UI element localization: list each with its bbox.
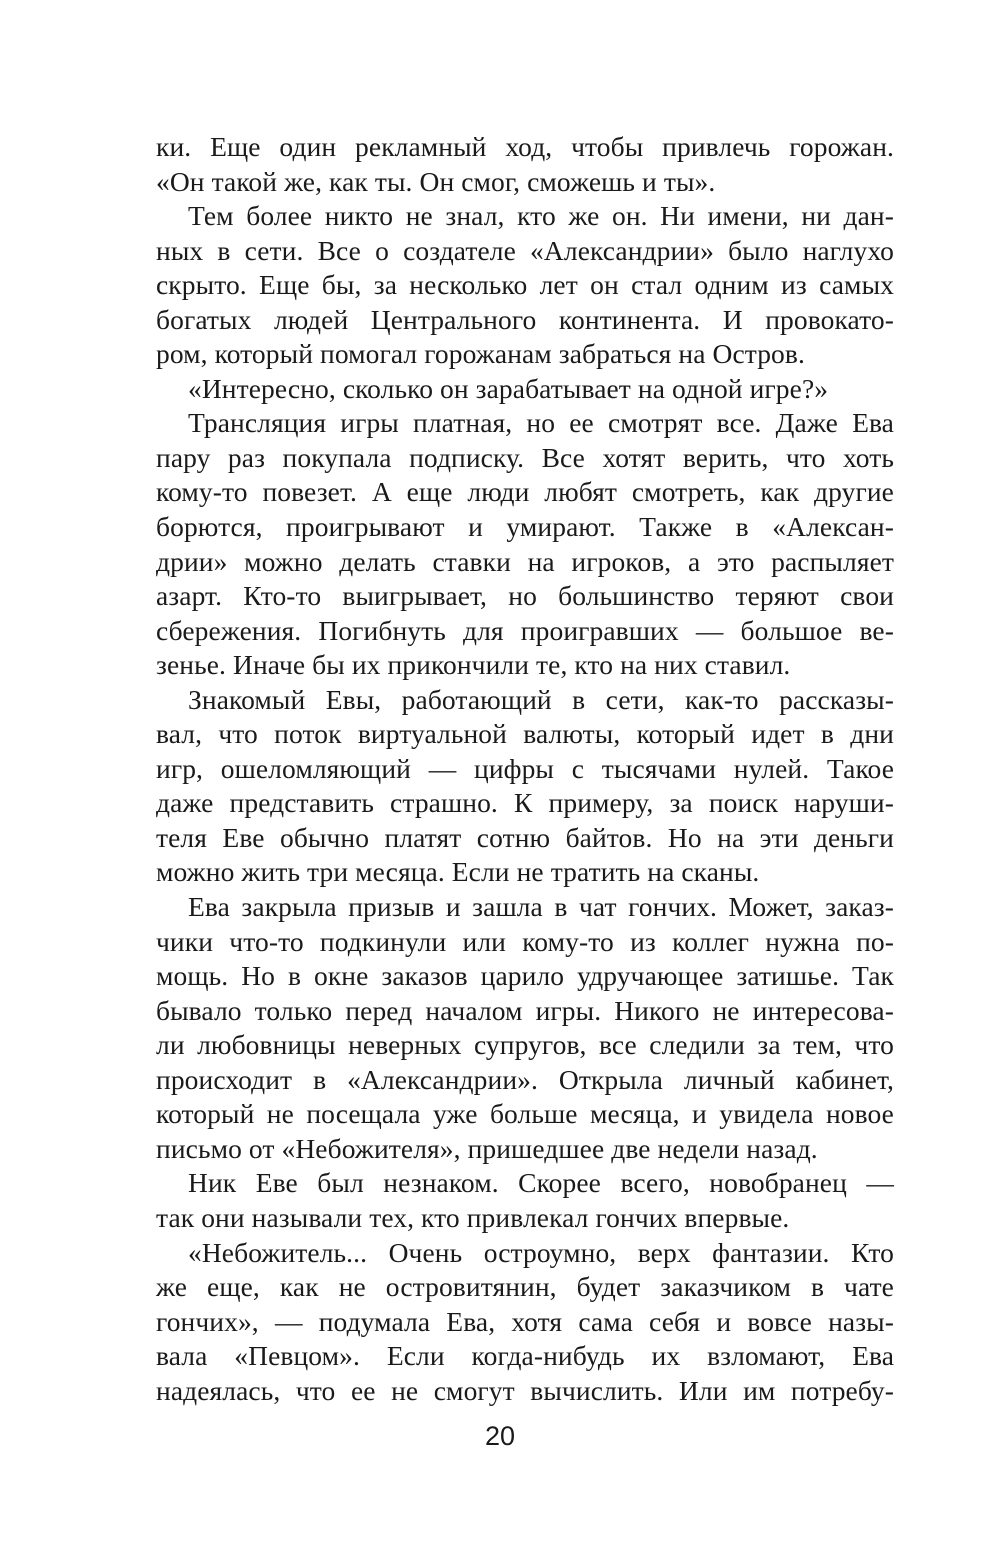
text-line: богатых людей Центрального континента. И провокато- bbox=[156, 303, 894, 335]
text-line: игр, ошеломляющий — цифры с тысячами нулей. Такое bbox=[156, 752, 894, 784]
text-line: «Небожитель... Очень остроумно, верх фантазии. Кто bbox=[188, 1236, 894, 1268]
text-line: же еще, как не островитянин, будет заказчиком в чате bbox=[156, 1271, 894, 1303]
body-text bbox=[156, 130, 894, 1408]
text-line: «Он такой же, как ты. Он смог, сможешь и ты». bbox=[156, 165, 716, 197]
text-line: борются, проигрывают и умирают. Также в «Алексан- bbox=[156, 511, 894, 543]
text-line: письмо от «Небожителя», пришедшее две недели назад. bbox=[156, 1132, 818, 1164]
text-line: Знакомый Евы, работающий в сети, как-то рассказы- bbox=[188, 683, 894, 715]
text-line: вал, что поток виртуальной валюты, который идет в дни bbox=[156, 718, 894, 750]
text-line: мощь. Но в окне заказов царило удручающее затишье. Так bbox=[156, 960, 894, 992]
page-number: 20 bbox=[484, 1421, 516, 1451]
text-line: Ник Еве был незнаком. Скорее всего, новобранец — bbox=[188, 1167, 894, 1199]
text-line: пару раз покупала подписку. Все хотят верить, что хоть bbox=[156, 441, 894, 473]
text-line: можно жить три месяца. Если не тратить на сканы. bbox=[156, 856, 760, 888]
text-line: так они называли тех, кто привлекал гончих впервые. bbox=[156, 1201, 790, 1233]
text-line: ки. Еще один рекламный ход, чтобы привлечь горожан. bbox=[156, 131, 894, 162]
text-line: теля Еве обычно платят сотню байтов. Но на эти деньги bbox=[156, 821, 894, 853]
text-line: сбережения. Погибнуть для проигравших — большое ве- bbox=[156, 614, 894, 646]
text-line: «Интересно, сколько он зарабатывает на одной игре?» bbox=[188, 372, 829, 404]
text-line: вала «Певцом». Если когда-нибудь их взломают, Ева bbox=[156, 1340, 894, 1372]
text-line: даже представить страшно. К примеру, за поиск наруши- bbox=[156, 787, 894, 819]
text-line: Тем более никто не знал, кто же он. Ни имени, ни дан- bbox=[188, 200, 894, 232]
text-line: дрии» можно делать ставки на игроков, а это распыляет bbox=[156, 545, 894, 577]
text-line: ли любовницы неверных супругов, все следили за тем, что bbox=[156, 1029, 894, 1061]
text-line: скрыто. Еще бы, за несколько лет он стал одним из самых bbox=[156, 269, 894, 301]
text-line: происходит в «Александрии». Открыла личный кабинет, bbox=[156, 1063, 894, 1095]
text-line: надеялась, что ее не смогут вычислить. Или им потребу- bbox=[156, 1374, 894, 1406]
text-line: кому-то повезет. А еще люди любят смотреть, как другие bbox=[156, 476, 894, 508]
text-line: ных в сети. Все о создателе «Александрии» было наглухо bbox=[156, 234, 894, 266]
text-line: Ева закрыла призыв и зашла в чат гончих. Может, заказ- bbox=[188, 891, 894, 923]
text-line: Трансляция игры платная, но ее смотрят все. Даже Ева bbox=[188, 407, 894, 439]
text-line: азарт. Кто-то выигрывает, но большинство теряют свои bbox=[156, 580, 894, 612]
text-line: ром, который помогал горожанам забраться на Остров. bbox=[156, 338, 805, 370]
text-line: чики что-то подкинули или кому-то из коллег нужна по- bbox=[156, 925, 894, 957]
text-line: зенье. Иначе бы их прикончили те, кто на них ставил. bbox=[156, 649, 791, 681]
text-line: который не посещала уже больше месяца, и увидела новое bbox=[156, 1098, 894, 1130]
text-line: бывало только перед началом игры. Никого не интересова- bbox=[156, 994, 894, 1026]
text-line: гончих», — подумала Ева, хотя сама себя и вовсе назы- bbox=[156, 1305, 894, 1337]
